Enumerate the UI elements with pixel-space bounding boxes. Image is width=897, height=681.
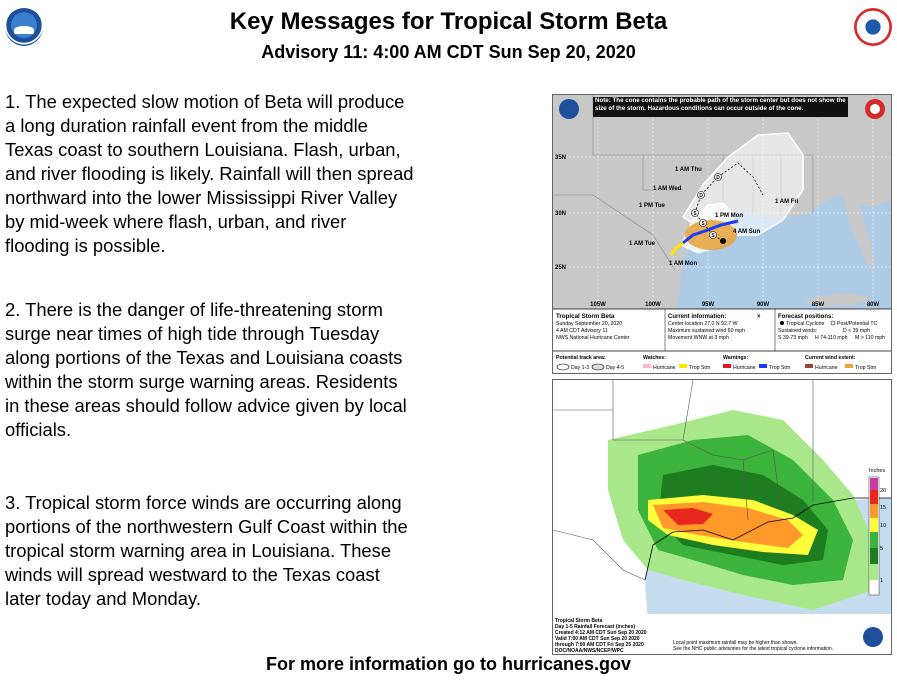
h-label: H 74-110 mph bbox=[815, 335, 848, 341]
day13-label: Day 1-3 bbox=[571, 365, 590, 371]
key-message-1: 1. The expected slow motion of Beta will produce a long duration rainfall event from the middle Texas coast to southern Louisiana. Flash, urban, and river flooding is likely. Rainfall will then spread northward into the lower Mississippi River Valley by mid-week where flash, urban, and river flooding is possible. bbox=[5, 91, 414, 256]
svg-text:S: S bbox=[701, 221, 705, 227]
label-1am-thu: 1 AM Thu bbox=[675, 167, 702, 173]
fp-post: Post/Potential TC bbox=[837, 321, 878, 327]
lon-100w: 100W bbox=[645, 302, 661, 308]
svg-text:S: S bbox=[693, 211, 697, 217]
label-1am-wed: 1 AM Wed bbox=[653, 186, 682, 192]
rainfall-forecast-map bbox=[552, 379, 892, 655]
svg-text:×: × bbox=[757, 314, 761, 320]
svg-text:D: D bbox=[716, 175, 720, 181]
hurricane-warning-label: Hurricane bbox=[733, 365, 756, 371]
current-info-label: Current information: bbox=[668, 314, 727, 320]
label-1am-mon: 1 AM Mon bbox=[669, 261, 698, 267]
lon-105w: 105W bbox=[590, 302, 606, 308]
label-1am-tue: 1 AM Tue bbox=[629, 241, 656, 247]
forecast-positions-label: Forecast positions: bbox=[778, 314, 834, 320]
day45-label: Day 4-5 bbox=[606, 365, 625, 371]
label-1am-fri: 1 AM Fri bbox=[775, 199, 799, 205]
rain-disclaimer-2: See the NHC public advisories for the latest tropical cyclone information. bbox=[673, 646, 834, 652]
current-location: Center location 27.0 N 92.7 W bbox=[668, 321, 738, 327]
cone-storm-name: Tropical Storm Beta bbox=[556, 313, 615, 320]
lat-30n: 30N bbox=[555, 211, 567, 217]
hurricane-watch-label: Hurricane bbox=[653, 365, 676, 371]
footer-link-text: For more information go to hurricanes.gov bbox=[265, 654, 632, 674]
d-label: D < 39 mph bbox=[843, 328, 870, 334]
sustained-label: Sustained winds: bbox=[778, 328, 818, 334]
cone-issued: Sunday September 20, 2020 bbox=[556, 321, 623, 327]
cone-center: NWS National Hurricane Center bbox=[556, 335, 630, 341]
label-4am-sun: 4 AM Sun bbox=[733, 229, 761, 235]
svg-text:D: D bbox=[699, 193, 703, 199]
forecast-cone-map bbox=[552, 94, 892, 374]
rain-disclaimer-1: Local point maximum rainfall may be higher than shown. bbox=[673, 640, 798, 646]
cone-note: Note: The cone contains the probable path of the storm center but does not show the size of the storm. Hazardous conditions can occur outside of the cone. bbox=[595, 97, 846, 112]
wind-extent-label: Current wind extent: bbox=[805, 355, 856, 361]
ts-warning-label: Trop Stm bbox=[769, 365, 791, 371]
lat-25n: 25N bbox=[555, 265, 567, 271]
key-message-3: 3. Tropical storm force winds are occurring along portions of the northwestern Gulf Coast within the tropical storm warning area in Louisiana. These winds will spread westward to the Texas coast later today and Monday. bbox=[5, 492, 408, 609]
lon-85w: 85W bbox=[811, 302, 825, 308]
fp-tropical: Tropical Cyclone bbox=[786, 321, 825, 327]
rain-caption-6: DOC/NOAA/NWS/NCEP/WPC bbox=[555, 648, 624, 654]
ts-watch-label: Trop Stm bbox=[689, 365, 711, 371]
lat-35n: 35N bbox=[555, 155, 567, 161]
page-title: Key Messages for Tropical Storm Beta bbox=[229, 8, 668, 35]
cone-noaa-logo bbox=[559, 99, 579, 119]
advisory-subtitle: Advisory 11: 4:00 AM CDT Sun Sep 20, 2020 bbox=[261, 42, 636, 62]
s-label: S 39-73 mph bbox=[778, 335, 808, 341]
rain-noaa-logo bbox=[863, 627, 883, 647]
rain-caption-5: through 7:00 AM CDT Fri Sep 25 2020 bbox=[555, 642, 644, 648]
rain-caption-3: Created 4:12 AM CDT Sun Sep 20 2020 bbox=[555, 630, 647, 636]
label-1pm-tue: 1 PM Tue bbox=[639, 203, 665, 209]
legend-15: 15 bbox=[880, 505, 887, 511]
legend-20: 20 bbox=[880, 488, 887, 494]
m-label: M > 110 mph bbox=[855, 335, 886, 341]
rain-caption-1: Tropical Storm Beta bbox=[555, 618, 603, 624]
wind-ts-label: Trop Stm bbox=[855, 365, 877, 371]
max-wind: Maximum sustained wind 60 mph bbox=[668, 328, 745, 334]
legend-unit: Inches bbox=[869, 468, 886, 474]
legend-1: 1 bbox=[880, 578, 884, 584]
warnings-label: Warnings: bbox=[723, 355, 749, 361]
movement: Movement WNW at 3 mph bbox=[668, 335, 729, 341]
cone-advisory: 4 AM CDT Advisory 11 bbox=[556, 328, 608, 334]
legend-10: 10 bbox=[880, 523, 887, 529]
track-area-label: Potential track area: bbox=[556, 355, 606, 361]
watches-label: Watches: bbox=[643, 355, 666, 361]
rain-caption-2: Day 1-5 Rainfall Forecast (inches) bbox=[555, 624, 636, 630]
lon-95w: 95W bbox=[701, 302, 715, 308]
rain-caption-4: Valid 7:00 AM CDT Sun Sep 20 2020 bbox=[555, 636, 640, 642]
lon-90w: 90W bbox=[756, 302, 770, 308]
label-1pm-mon: 1 PM Mon bbox=[715, 213, 743, 219]
key-message-2: 2. There is the danger of life-threatening storm surge near times of high tide through Tuesday along portions of the Texas and Louisiana coasts within the storm surge warning areas. Residents in these areas should follow advice given by local officials. bbox=[5, 299, 407, 440]
lon-80w: 80W bbox=[866, 302, 880, 308]
svg-text:S: S bbox=[711, 233, 715, 239]
legend-5: 5 bbox=[880, 546, 884, 552]
wind-hurricane-label: Hurricane bbox=[815, 365, 838, 371]
